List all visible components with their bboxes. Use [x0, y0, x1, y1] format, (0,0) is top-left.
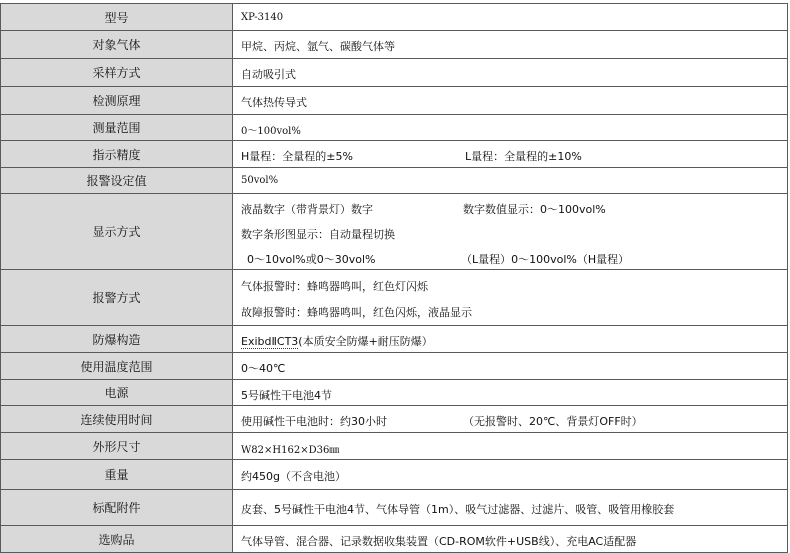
spec-value-cell: [233, 380, 788, 405]
spec-value-h-scale: （L量程）0～100vol%（H量程）: [461, 253, 630, 266]
explosion-proof-code: ExibdⅡCT3: [241, 335, 299, 348]
spec-row-model: [0, 3, 788, 31]
spec-label: 外形尺寸: [0, 433, 233, 459]
spec-value-cell: [233, 168, 788, 193]
spec-value-cell: [233, 115, 788, 140]
spec-value-conditions: （无报警时、20℃、背景灯OFF时）: [463, 415, 643, 428]
spec-value: 气体热传导式: [241, 96, 307, 109]
spec-label: 选购品: [0, 526, 233, 552]
spec-label: 电源: [0, 380, 233, 405]
spec-label: 显示方式: [0, 194, 233, 269]
spec-row-temperature: [0, 353, 788, 380]
spec-value-cell: [233, 460, 788, 489]
spec-label: 连续使用时间: [0, 406, 233, 432]
spec-value-cell: [233, 87, 788, 114]
spec-value-cell: [233, 433, 788, 459]
spec-value: 气体导管、混合器、记录数据收集装置（CD-ROM软件+USB线）、充电AC适配器: [241, 535, 637, 548]
spec-value: 约450g（不含电池）: [241, 470, 346, 483]
spec-value-numeric: 数字数值显示：0～100vol%: [463, 203, 606, 216]
spec-label: 型号: [0, 4, 233, 30]
spec-value-lcd: 液晶数字（带背景灯）数字: [241, 203, 373, 216]
spec-value-cell: [233, 353, 788, 379]
spec-row-display: [0, 194, 788, 270]
spec-row-runtime: [0, 406, 788, 433]
spec-row-options: [0, 526, 788, 553]
spec-value: XP-3140: [241, 12, 284, 23]
spec-label: 测量范围: [0, 115, 233, 140]
spec-label: 报警方式: [0, 270, 233, 325]
spec-value-bargraph: 数字条形图显示：自动量程切换: [241, 228, 395, 241]
spec-label: 标配附件: [0, 490, 233, 525]
spec-value-cell: [233, 270, 788, 325]
spec-label: 防爆构造: [0, 326, 233, 352]
spec-row-dimensions: [0, 433, 788, 460]
spec-label: 重量: [0, 460, 233, 489]
spec-label: 检测原理: [0, 87, 233, 114]
spec-row-alarm-mode: [0, 270, 788, 326]
spec-value-cell: [233, 31, 788, 58]
spec-label: 对象气体: [0, 31, 233, 58]
spec-row-weight: [0, 460, 788, 490]
spec-row-alarm-setpoint: [0, 168, 788, 194]
spec-value: 自动吸引式: [241, 68, 296, 81]
spec-value: 皮套、5号碱性干电池4节、气体导管（1m）、吸气过滤器、过滤片、吸管、吸管用橡胶套: [241, 503, 675, 516]
spec-value: 甲烷、丙烷、氩气、碳酸气体等: [241, 40, 395, 53]
spec-value-gas-alarm: 气体报警时：蜂鸣器鸣叫，红色灯闪烁: [241, 280, 428, 293]
spec-value-h-range: H量程：全量程的±5%: [241, 150, 353, 163]
explosion-proof-desc: (本质安全防爆+耐压防爆）: [298, 335, 433, 348]
spec-value-l-scale: 0～10vol%或0～30vol%: [247, 253, 376, 266]
spec-value-cell: [233, 59, 788, 86]
spec-value: 0～100vol%: [241, 126, 301, 137]
spec-value: 0～40℃: [241, 362, 286, 375]
spec-value-cell: [233, 490, 788, 525]
spec-value-cell: [233, 326, 788, 352]
spec-row-accessories: [0, 490, 788, 526]
spec-value-l-range: L量程：全量程的±10%: [465, 150, 582, 163]
spec-label: 报警设定值: [0, 168, 233, 193]
spec-value: 50vol%: [241, 175, 279, 186]
spec-row-power: [0, 380, 788, 406]
spec-value-cell: [233, 526, 788, 552]
spec-value-cell: [233, 141, 788, 167]
spec-value: [241, 333, 433, 349]
spec-value-cell: [233, 4, 788, 30]
spec-label: 指示精度: [0, 141, 233, 167]
spec-value-cell: [233, 406, 788, 432]
spec-row-accuracy: [0, 141, 788, 168]
spec-row-target-gas: [0, 31, 788, 59]
spec-label: 使用温度范围: [0, 353, 233, 379]
spec-value-fault-alarm: 故障报警时：蜂鸣器鸣叫，红色闪烁，液晶显示: [241, 306, 472, 319]
spec-value: W82×H162×D36㎜: [241, 445, 340, 456]
spec-value-battery: 使用碱性干电池时：约30小时: [241, 415, 387, 428]
spec-row-range: [0, 115, 788, 141]
spec-label: 采样方式: [0, 59, 233, 86]
spec-row-sampling: [0, 59, 788, 87]
spec-value: 5号碱性干电池4节: [241, 389, 332, 402]
spec-value-cell: [233, 194, 788, 269]
spec-row-explosion-proof: [0, 326, 788, 353]
spec-row-principle: [0, 87, 788, 115]
